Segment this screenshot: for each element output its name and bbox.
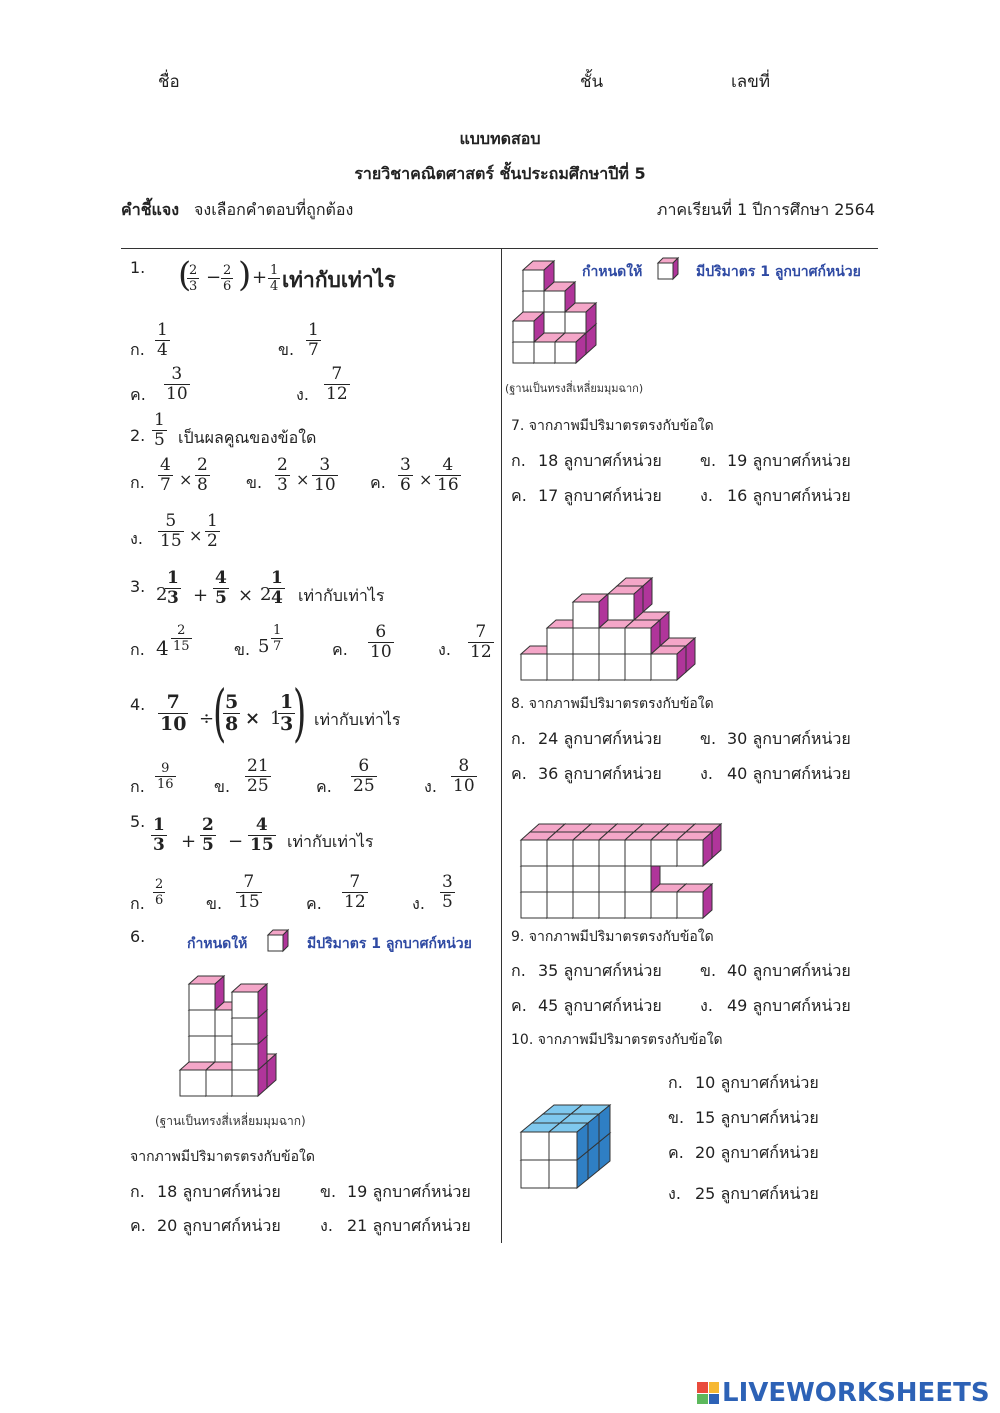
q4-choice-0-frac-denominator: 16 — [157, 776, 174, 792]
q10-choice-2-label: ค. — [668, 1143, 684, 1162]
q4-choice-1-label: ข. — [214, 777, 231, 796]
q1-choice-1-frac-numerator: 1 — [308, 320, 319, 340]
q2-choice-1-frac-b-numerator: 3 — [319, 455, 331, 475]
q8-cube-20 — [573, 594, 608, 628]
q8-choice-2-text: 36 ลูกบาศก์หน่วย — [538, 764, 662, 783]
q10-cube-11 — [549, 1123, 588, 1160]
number-label: เลขที่ — [731, 72, 771, 92]
logo-text: LIVEWORKSHEETS — [722, 1378, 990, 1408]
q4-frac-3: $\frac{1}{3}$ — [280, 691, 294, 735]
q4-choice-0-frac-numerator: 9 — [161, 761, 170, 776]
q2-text: เป็นผลคูณของข้อใด — [178, 428, 317, 447]
q8-cube-figure — [518, 570, 683, 685]
q9-choice-1-text: 40 ลูกบาศก์หน่วย — [727, 961, 851, 980]
q7-question: 7. จากภาพมีปริมาตรตรงกับข้อใด — [511, 418, 714, 434]
q1-choice-2-label: ค. — [130, 385, 146, 404]
q7-caption: (ฐานเป็นทรงสี่เหลี่ยมมุมฉาก) — [505, 382, 644, 395]
q10-choice-3-text: 25 ลูกบาศก์หน่วย — [695, 1184, 819, 1203]
q10-choice-1-label: ข. — [668, 1108, 685, 1127]
q5-suffix: เท่ากับเท่าไร — [287, 832, 374, 851]
q10-choice-3-label: ง. — [668, 1184, 681, 1203]
q5-choice-3-frac-numerator: 3 — [442, 872, 453, 892]
q2-choice-3-frac-a-numerator: 5 — [165, 511, 177, 531]
q9-choice-2-text: 45 ลูกบาศก์หน่วย — [538, 996, 662, 1015]
q8-cube-9 — [608, 586, 643, 620]
q1-choice-0-frac-denominator: 4 — [157, 339, 168, 360]
q2-choice-3-frac-b-numerator: 1 — [207, 511, 218, 531]
q5-choice-3-frac — [440, 874, 455, 912]
class-label: ชั้น — [580, 72, 604, 92]
q8-question: 8. จากภาพมีปริมาตรตรงกับข้อใด — [511, 696, 714, 712]
q1-choice-2-frac — [164, 366, 190, 404]
q3-choice-0-whole: 4 — [156, 636, 169, 660]
q9-cube-figure — [518, 820, 718, 920]
q2-choice-0-frac-a-numerator: 4 — [160, 455, 171, 475]
q5-choice-0-frac-numerator: 2 — [155, 877, 164, 892]
q2-choice-3-frac-a — [158, 513, 184, 551]
q3-whole-2: 2 — [260, 584, 272, 605]
q5-choice-2-frac — [342, 874, 368, 912]
q4-choice-1-frac-denominator: 25 — [247, 775, 269, 796]
q8-choice-0-label: ก. — [511, 729, 526, 748]
q6-cube-13 — [232, 984, 267, 1018]
q3-choice-3-frac-numerator: 7 — [475, 622, 487, 642]
q1-choice-3-label: ง. — [296, 385, 309, 404]
q7-choice-3-label: ง. — [700, 486, 713, 505]
q4-choice-3-frac-numerator: 8 — [458, 756, 470, 776]
q5-choice-0-frac-denominator: 6 — [155, 892, 164, 908]
q1-choice-3-frac-denominator: 12 — [326, 383, 348, 404]
q3-plus: + — [193, 585, 209, 606]
q1-number: 1. — [130, 258, 146, 277]
q3-frac-3: $\frac{1}{4}$ — [271, 568, 283, 608]
q4-choice-0-frac — [155, 762, 176, 791]
q5-frac-3: $\frac{4}{15}$ — [250, 815, 274, 855]
q1-minus: − — [206, 267, 222, 288]
q3-choice-1-label: ข. — [234, 640, 251, 659]
q2-choice-3-label: ง. — [130, 529, 143, 548]
q3-frac-1: $\frac{1}{3}$ — [167, 568, 179, 608]
q3-suffix: เท่ากับเท่าไร — [298, 586, 385, 605]
term-label: ภาคเรียนที่ 1 ปีการศึกษา 2564 — [656, 200, 875, 219]
q4-choice-3-label: ง. — [424, 777, 437, 796]
q4-choice-3-frac — [451, 758, 477, 796]
q3-choice-2-frac-numerator: 6 — [375, 622, 387, 642]
q2-number: 2. — [130, 426, 146, 445]
page-title: แบบทดสอบ — [459, 129, 541, 148]
q7-choice-2-label: ค. — [511, 486, 527, 505]
q5-frac-1: $\frac{1}{3}$ — [153, 815, 165, 855]
q2-choice-0-frac-b-numerator: 2 — [197, 455, 208, 475]
q3-choice-0-frac-numerator: 2 — [177, 623, 186, 638]
q9-choice-1-label: ข. — [700, 961, 717, 980]
q9-choice-3-text: 49 ลูกบาศก์หน่วย — [727, 996, 851, 1015]
column-divider — [501, 248, 502, 1243]
q6-choice-2-label: ค. — [130, 1216, 146, 1235]
q1-choice-2-frac-denominator: 10 — [166, 383, 188, 404]
q3-times: × — [238, 585, 254, 606]
q8-choice-3-text: 40 ลูกบาศก์หน่วย — [727, 764, 851, 783]
q1-choice-1-label: ข. — [278, 340, 295, 359]
q10-choice-1-text: 15 ลูกบาศก์หน่วย — [695, 1108, 819, 1127]
q8-cube-15 — [651, 646, 686, 680]
q4-choice-2-frac-numerator: 6 — [358, 756, 370, 776]
q3-choice-3-frac — [468, 624, 494, 662]
q6-unit-cube-icon — [266, 928, 290, 954]
q4-choice-2-frac-denominator: 25 — [353, 775, 375, 796]
q9-choice-0-text: 35 ลูกบาศก์หน่วย — [538, 961, 662, 980]
q4-open-paren: ( — [213, 676, 227, 749]
q8-choice-2-label: ค. — [511, 764, 527, 783]
q7-choice-0-label: ก. — [511, 451, 526, 470]
q5-choice-2-frac-denominator: 12 — [344, 891, 366, 912]
q2-choice-2-label: ค. — [370, 473, 386, 492]
q2-choice-2-frac-b-denominator: 16 — [437, 474, 459, 495]
q3-choice-1-whole: 5 — [258, 636, 270, 657]
q2-choice-1-frac-a-numerator: 2 — [277, 455, 288, 475]
q1-open-paren: ( — [178, 255, 192, 295]
q1-choice-0-frac-numerator: 1 — [157, 320, 168, 340]
top-divider — [121, 248, 878, 249]
q2-choice-1-label: ข. — [246, 473, 263, 492]
q7-given-label: กำหนดให้ — [582, 264, 643, 280]
q2-choice-2-frac-b — [435, 457, 461, 495]
q3-choice-2-frac — [368, 624, 394, 662]
q2-choice-1-frac-a-denominator: 3 — [277, 474, 288, 495]
q3-choice-2-label: ค. — [332, 640, 348, 659]
q6-number: 6. — [130, 927, 146, 946]
q10-question: 10. จากภาพมีปริมาตรตรงกับข้อใด — [511, 1032, 723, 1048]
q7-choice-0-text: 18 ลูกบาศก์หน่วย — [538, 451, 662, 470]
q3-choice-1-frac-denominator: 7 — [273, 638, 282, 654]
q4-close-paren: ) — [293, 676, 307, 749]
q1-choice-1-frac — [306, 322, 321, 360]
q6-choice-0-label: ก. — [130, 1182, 145, 1201]
q9-cube-25 — [677, 832, 712, 866]
q2-choice-1-frac-a — [275, 457, 290, 495]
q1-close-paren: ) — [238, 255, 252, 295]
q3-choice-3-frac-denominator: 12 — [470, 641, 492, 662]
q4-divide: ÷ — [199, 708, 215, 729]
q4-suffix: เท่ากับเท่าไร — [314, 710, 401, 729]
q5-choice-2-frac-numerator: 7 — [349, 872, 361, 892]
q2-choice-3-times: × — [189, 526, 203, 545]
q1-choice-0-label: ก. — [130, 340, 145, 359]
q7-cube-8 — [523, 261, 554, 291]
q5-choice-3-label: ง. — [412, 894, 425, 913]
q4-number: 4. — [130, 695, 146, 714]
subject-title: รายวิชาคณิตศาสตร์ ชั้นประถมศึกษาปีที่ 5 — [354, 164, 646, 183]
q2-choice-2-frac-a-denominator: 6 — [400, 474, 411, 495]
q1-choice-3-frac-numerator: 7 — [331, 364, 343, 384]
q5-choice-3-frac-denominator: 5 — [442, 891, 453, 912]
q7-given-text: มีปริมาตร 1 ลูกบาศก์หน่วย — [696, 264, 861, 280]
q8-cube-19 — [625, 620, 660, 654]
q5-number: 5. — [130, 812, 146, 831]
q3-frac-2: $\frac{4}{5}$ — [215, 568, 227, 608]
q6-given-text: มีปริมาตร 1 ลูกบาศก์หน่วย — [307, 936, 472, 952]
q1-frac-b: $\frac{2}{6}$ — [223, 263, 232, 294]
q4-choice-1-frac-numerator: 21 — [247, 756, 269, 776]
q3-choice-3-label: ง. — [438, 640, 451, 659]
q5-choice-2-label: ค. — [306, 894, 322, 913]
q9-cube-13 — [677, 884, 712, 918]
instruction-text: จงเลือกคำตอบที่ถูกต้อง — [194, 200, 354, 219]
q6-choice-3-text: 21 ลูกบาศก์หน่วย — [347, 1216, 471, 1235]
q3-choice-1-frac-numerator: 1 — [273, 623, 282, 638]
q5-plus: + — [181, 831, 197, 852]
q1-choice-1-frac-denominator: 7 — [308, 339, 319, 360]
q3-choice-0-frac — [171, 624, 192, 653]
q6-choice-3-label: ง. — [320, 1216, 333, 1235]
q10-choice-0-text: 10 ลูกบาศก์หน่วย — [695, 1073, 819, 1092]
q7-choice-1-label: ข. — [700, 451, 717, 470]
q7-cube-11 — [555, 333, 586, 363]
q9-choice-2-label: ค. — [511, 996, 527, 1015]
q2-choice-0-label: ก. — [130, 473, 145, 492]
q5-choice-0-label: ก. — [130, 894, 145, 913]
q5-choice-1-frac-denominator: 15 — [238, 891, 260, 912]
q1-choice-3-frac — [324, 366, 350, 404]
q6-cube-7 — [189, 976, 224, 1010]
q8-choice-3-label: ง. — [700, 764, 713, 783]
q3-whole-1: 2 — [156, 584, 168, 605]
q7-choice-2-text: 17 ลูกบาศก์หน่วย — [538, 486, 662, 505]
q2-choice-2-frac-a-numerator: 3 — [400, 455, 411, 475]
q6-choice-1-text: 19 ลูกบาศก์หน่วย — [347, 1182, 471, 1201]
q2-frac: $\frac{1}{5}$ — [154, 410, 165, 450]
q1-choice-2-frac-numerator: 3 — [171, 364, 183, 384]
q1-frac-a: $\frac{2}{3}$ — [189, 263, 198, 294]
q3-number: 3. — [130, 577, 146, 596]
q2-choice-0-frac-b — [195, 457, 210, 495]
logo-mark-icon — [697, 1382, 719, 1404]
q3-choice-2-frac-denominator: 10 — [370, 641, 392, 662]
q9-choice-3-label: ง. — [700, 996, 713, 1015]
liveworksheets-logo — [697, 1378, 990, 1408]
name-label: ชื่อ — [158, 72, 180, 92]
q2-choice-3-frac-b — [205, 513, 220, 551]
q5-choice-0-frac — [153, 878, 165, 907]
q3-choice-0-label: ก. — [130, 640, 145, 659]
q8-choice-0-text: 24 ลูกบาศก์หน่วย — [538, 729, 662, 748]
q4-whole: 1 — [270, 708, 282, 729]
q5-minus: − — [228, 831, 244, 852]
q2-choice-3-frac-a-denominator: 15 — [160, 530, 182, 551]
q2-choice-0-frac-b-denominator: 8 — [197, 474, 208, 495]
q2-choice-1-times: × — [296, 470, 310, 489]
q7-choice-3-text: 16 ลูกบาศก์หน่วย — [727, 486, 851, 505]
q5-frac-2: $\frac{2}{5}$ — [202, 815, 214, 855]
q9-question: 9. จากภาพมีปริมาตรตรงกับข้อใด — [511, 929, 714, 945]
q8-choice-1-label: ข. — [700, 729, 717, 748]
q4-choice-1-frac — [245, 758, 271, 796]
q6-choice-1-label: ข. — [320, 1182, 337, 1201]
q6-cube-figure — [170, 958, 300, 1103]
q6-choice-2-text: 20 ลูกบาศก์หน่วย — [157, 1216, 281, 1235]
q4-choice-2-label: ค. — [316, 777, 332, 796]
q5-choice-1-label: ข. — [206, 894, 223, 913]
q7-cube-12 — [513, 312, 544, 342]
q1-suffix: เท่ากับเท่าไร — [282, 268, 396, 292]
q4-frac-2: $\frac{5}{8}$ — [225, 691, 239, 735]
q2-choice-2-frac-b-numerator: 4 — [442, 455, 454, 475]
q10-choice-2-text: 20 ลูกบาศก์หน่วย — [695, 1143, 819, 1162]
q10-cube-figure — [518, 1090, 618, 1190]
q4-frac-1: $\frac{7}{10}$ — [160, 691, 187, 735]
q5-choice-1-frac — [236, 874, 262, 912]
q2-choice-0-frac-a — [158, 457, 173, 495]
q2-choice-2-frac-a — [398, 457, 413, 495]
q6-choice-0-text: 18 ลูกบาศก์หน่วย — [157, 1182, 281, 1201]
q6-question: จากภาพมีปริมาตรตรงกับข้อใด — [130, 1149, 315, 1165]
q2-choice-0-times: × — [179, 470, 193, 489]
q4-choice-2-frac — [351, 758, 377, 796]
q2-choice-1-frac-b — [312, 457, 338, 495]
q9-choice-0-label: ก. — [511, 961, 526, 980]
q3-choice-0-frac-denominator: 15 — [173, 638, 190, 654]
q5-choice-1-frac-numerator: 7 — [243, 872, 255, 892]
q6-given-label: กำหนดให้ — [187, 936, 248, 952]
q4-times: × — [245, 708, 261, 729]
q10-choice-0-label: ก. — [668, 1073, 683, 1092]
instruction-label: คำชี้แจง — [121, 200, 180, 219]
q4-choice-3-frac-denominator: 10 — [453, 775, 475, 796]
q4-choice-0-label: ก. — [130, 777, 145, 796]
q6-caption: (ฐานเป็นทรงสี่เหลี่ยมมุมฉาก) — [155, 1114, 306, 1128]
q1-frac-c: $\frac{1}{4}$ — [270, 263, 279, 294]
q8-choice-1-text: 30 ลูกบาศก์หน่วย — [727, 729, 851, 748]
q2-choice-3-frac-b-denominator: 2 — [207, 530, 218, 551]
q3-choice-1-frac — [271, 624, 283, 653]
q7-choice-1-text: 19 ลูกบาศก์หน่วย — [727, 451, 851, 470]
q1-plus: + — [252, 267, 268, 288]
q2-choice-2-times: × — [419, 470, 433, 489]
q2-choice-1-frac-b-denominator: 10 — [314, 474, 336, 495]
q2-choice-0-frac-a-denominator: 7 — [160, 474, 171, 495]
q1-choice-0-frac — [155, 322, 170, 360]
q7-unit-cube-icon — [656, 256, 680, 282]
